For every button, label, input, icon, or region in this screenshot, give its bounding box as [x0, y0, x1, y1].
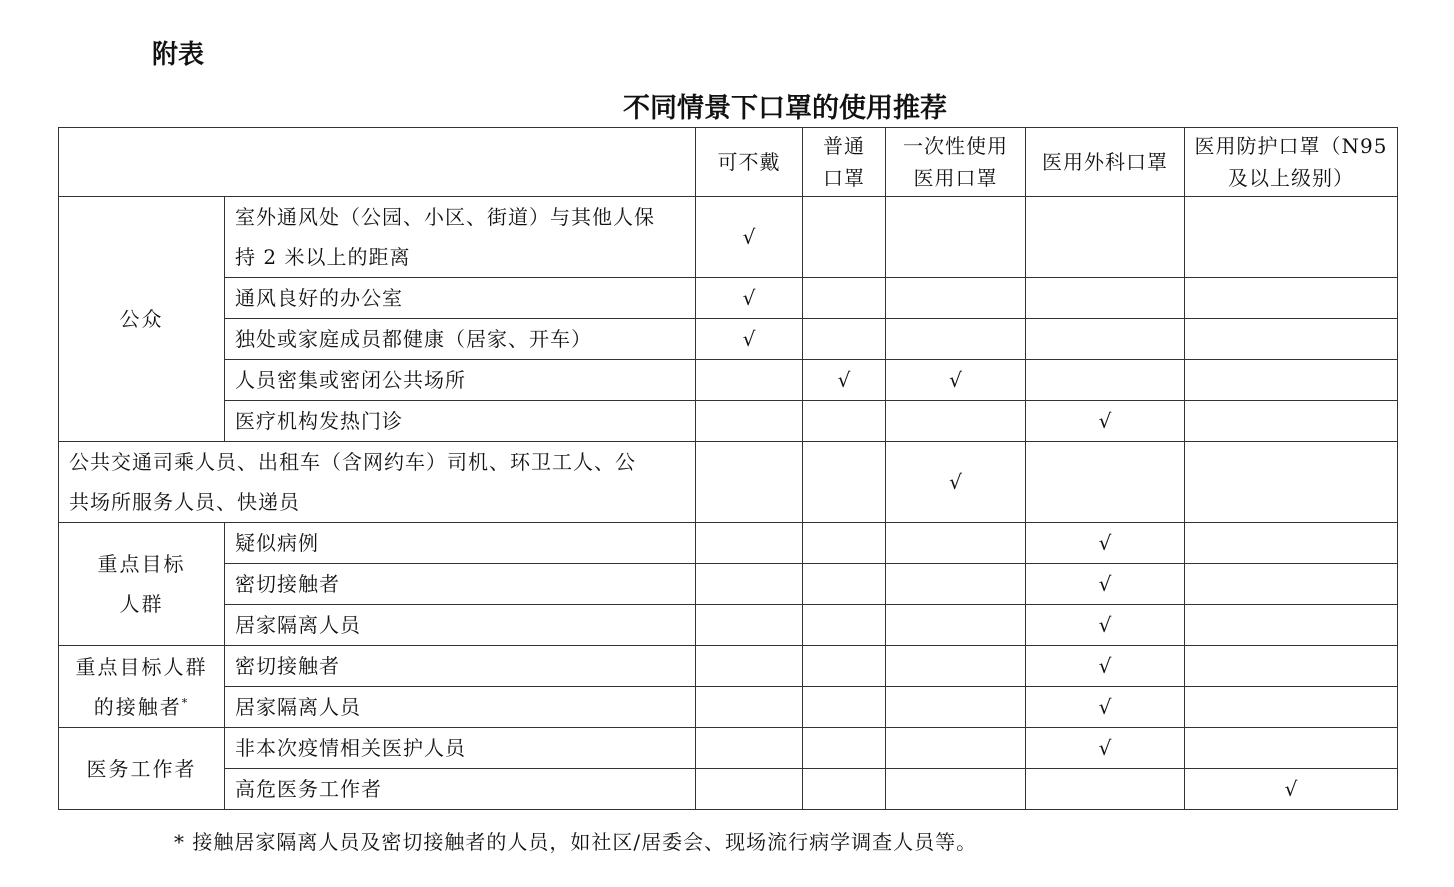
table-row: [59, 728, 1398, 769]
empty-cell: [886, 197, 1026, 278]
check-mark: √: [1026, 687, 1185, 728]
header-n95-mask: [1185, 128, 1398, 197]
empty-cell: [696, 442, 803, 523]
scenario-outdoor: [225, 197, 696, 278]
empty-cell: [1026, 278, 1185, 319]
empty-cell: [886, 646, 1026, 687]
scenario-fever-clinic: 医疗机构发热门诊: [225, 401, 696, 442]
table-row: [59, 360, 1398, 401]
check-mark: √: [696, 319, 803, 360]
empty-cell: [696, 523, 803, 564]
empty-cell: [1185, 564, 1398, 605]
empty-cell: [1185, 728, 1398, 769]
check-mark: √: [886, 442, 1026, 523]
group-target-contacts-line1: 重点目标人群: [75, 654, 208, 679]
header-row: [59, 128, 1398, 197]
empty-cell: [803, 728, 886, 769]
empty-cell: [803, 769, 886, 810]
header-n95-line1: 医用防护口罩（N95: [1194, 134, 1388, 158]
scenario-close-contact: 密切接触者: [225, 564, 696, 605]
table-row: [59, 319, 1398, 360]
check-mark: √: [803, 360, 886, 401]
mask-recommendation-table: [58, 127, 1398, 810]
footnote: * 接触居家隔离人员及密切接触者的人员，如社区/居委会、现场流行病学调查人员等。: [174, 830, 978, 854]
scenario-non-outbreak-medical: 非本次疫情相关医护人员: [225, 728, 696, 769]
table-row: [59, 401, 1398, 442]
check-mark: √: [1026, 646, 1185, 687]
table-row: [59, 197, 1398, 278]
empty-cell: [886, 401, 1026, 442]
empty-cell: [1026, 360, 1185, 401]
header-surgical-mask: 医用外科口罩: [1026, 128, 1185, 197]
empty-cell: [1185, 401, 1398, 442]
empty-cell: [1185, 360, 1398, 401]
empty-cell: [696, 401, 803, 442]
table-row: [59, 687, 1398, 728]
table-row: [59, 523, 1398, 564]
empty-cell: [696, 728, 803, 769]
scenario-crowded-public-place: 人员密集或密闭公共场所: [225, 360, 696, 401]
empty-cell: [1185, 687, 1398, 728]
table-row: [59, 442, 1398, 523]
table-row: [59, 769, 1398, 810]
group-key-target-line2: 人群: [119, 592, 164, 616]
group-transport-line1: 公共交通司乘人员、出租车（含网约车）司机、环卫工人、公: [69, 450, 636, 474]
empty-cell: [696, 646, 803, 687]
header-corner-cell: [59, 128, 696, 197]
check-mark: √: [1026, 728, 1185, 769]
empty-cell: [803, 319, 886, 360]
empty-cell: [696, 687, 803, 728]
header-ordinary-mask: [803, 128, 886, 197]
empty-cell: [803, 605, 886, 646]
empty-cell: [696, 360, 803, 401]
empty-cell: [1185, 605, 1398, 646]
header-no-mask: 可不戴: [696, 128, 803, 197]
table-row: [59, 278, 1398, 319]
header-disposable-line1: 一次性使用: [903, 134, 1008, 158]
empty-cell: [886, 278, 1026, 319]
group-key-target-line1: 重点目标: [97, 552, 186, 576]
scenario-alone-or-family: 独处或家庭成员都健康（居家、开车）: [225, 319, 696, 360]
group-target-contacts-line2: 的接触者: [93, 694, 182, 719]
empty-cell: [1185, 197, 1398, 278]
check-mark: √: [696, 278, 803, 319]
empty-cell: [696, 769, 803, 810]
scenario-home-isolation: 居家隔离人员: [225, 687, 696, 728]
table-title: 不同情景下口罩的使用推荐: [623, 93, 947, 124]
group-transport-line2: 共场所服务人员、快递员: [69, 490, 300, 514]
scenario-outdoor-line1: 室外通风处（公园、小区、街道）与其他人保: [235, 205, 655, 229]
group-target-contacts: [59, 646, 225, 728]
table-row: [59, 605, 1398, 646]
group-transport-workers: [59, 442, 696, 523]
empty-cell: [803, 278, 886, 319]
check-mark: √: [1185, 769, 1398, 810]
check-mark: √: [696, 197, 803, 278]
empty-cell: [886, 605, 1026, 646]
scenario-suspected-case: 疑似病例: [225, 523, 696, 564]
empty-cell: [886, 523, 1026, 564]
check-mark: √: [1026, 564, 1185, 605]
header-disposable-line2: 医用口罩: [913, 166, 998, 190]
header-disposable-mask: [886, 128, 1026, 197]
group-key-target: [59, 523, 225, 646]
empty-cell: [1026, 442, 1185, 523]
empty-cell: [1185, 278, 1398, 319]
empty-cell: [886, 564, 1026, 605]
empty-cell: [1185, 523, 1398, 564]
empty-cell: [803, 401, 886, 442]
empty-cell: [803, 564, 886, 605]
group-public: 公众: [59, 197, 225, 442]
scenario-home-isolation: 居家隔离人员: [225, 605, 696, 646]
check-mark: √: [1026, 605, 1185, 646]
header-ordinary-line1: 普通: [823, 134, 865, 158]
scenario-office: 通风良好的办公室: [225, 278, 696, 319]
empty-cell: [696, 564, 803, 605]
table-row: [59, 646, 1398, 687]
empty-cell: [1185, 319, 1398, 360]
header-n95-line2: 及以上级别）: [1228, 166, 1354, 190]
table-row: [59, 564, 1398, 605]
empty-cell: [803, 442, 886, 523]
footnote-marker: *: [181, 695, 190, 709]
empty-cell: [886, 728, 1026, 769]
check-mark: √: [1026, 523, 1185, 564]
empty-cell: [1185, 442, 1398, 523]
empty-cell: [1026, 769, 1185, 810]
empty-cell: [886, 319, 1026, 360]
scenario-close-contact: 密切接触者: [225, 646, 696, 687]
empty-cell: [803, 687, 886, 728]
appendix-label: 附表: [152, 40, 205, 70]
empty-cell: [1185, 646, 1398, 687]
empty-cell: [886, 687, 1026, 728]
scenario-high-risk-medical: 高危医务工作者: [225, 769, 696, 810]
empty-cell: [803, 646, 886, 687]
empty-cell: [886, 769, 1026, 810]
empty-cell: [1026, 319, 1185, 360]
scenario-outdoor-line2: 持 2 米以上的距离: [235, 245, 411, 269]
empty-cell: [696, 605, 803, 646]
empty-cell: [803, 197, 886, 278]
check-mark: √: [886, 360, 1026, 401]
group-medical-workers: 医务工作者: [59, 728, 225, 810]
empty-cell: [1026, 197, 1185, 278]
header-ordinary-line2: 口罩: [823, 166, 865, 190]
check-mark: √: [1026, 401, 1185, 442]
empty-cell: [803, 523, 886, 564]
